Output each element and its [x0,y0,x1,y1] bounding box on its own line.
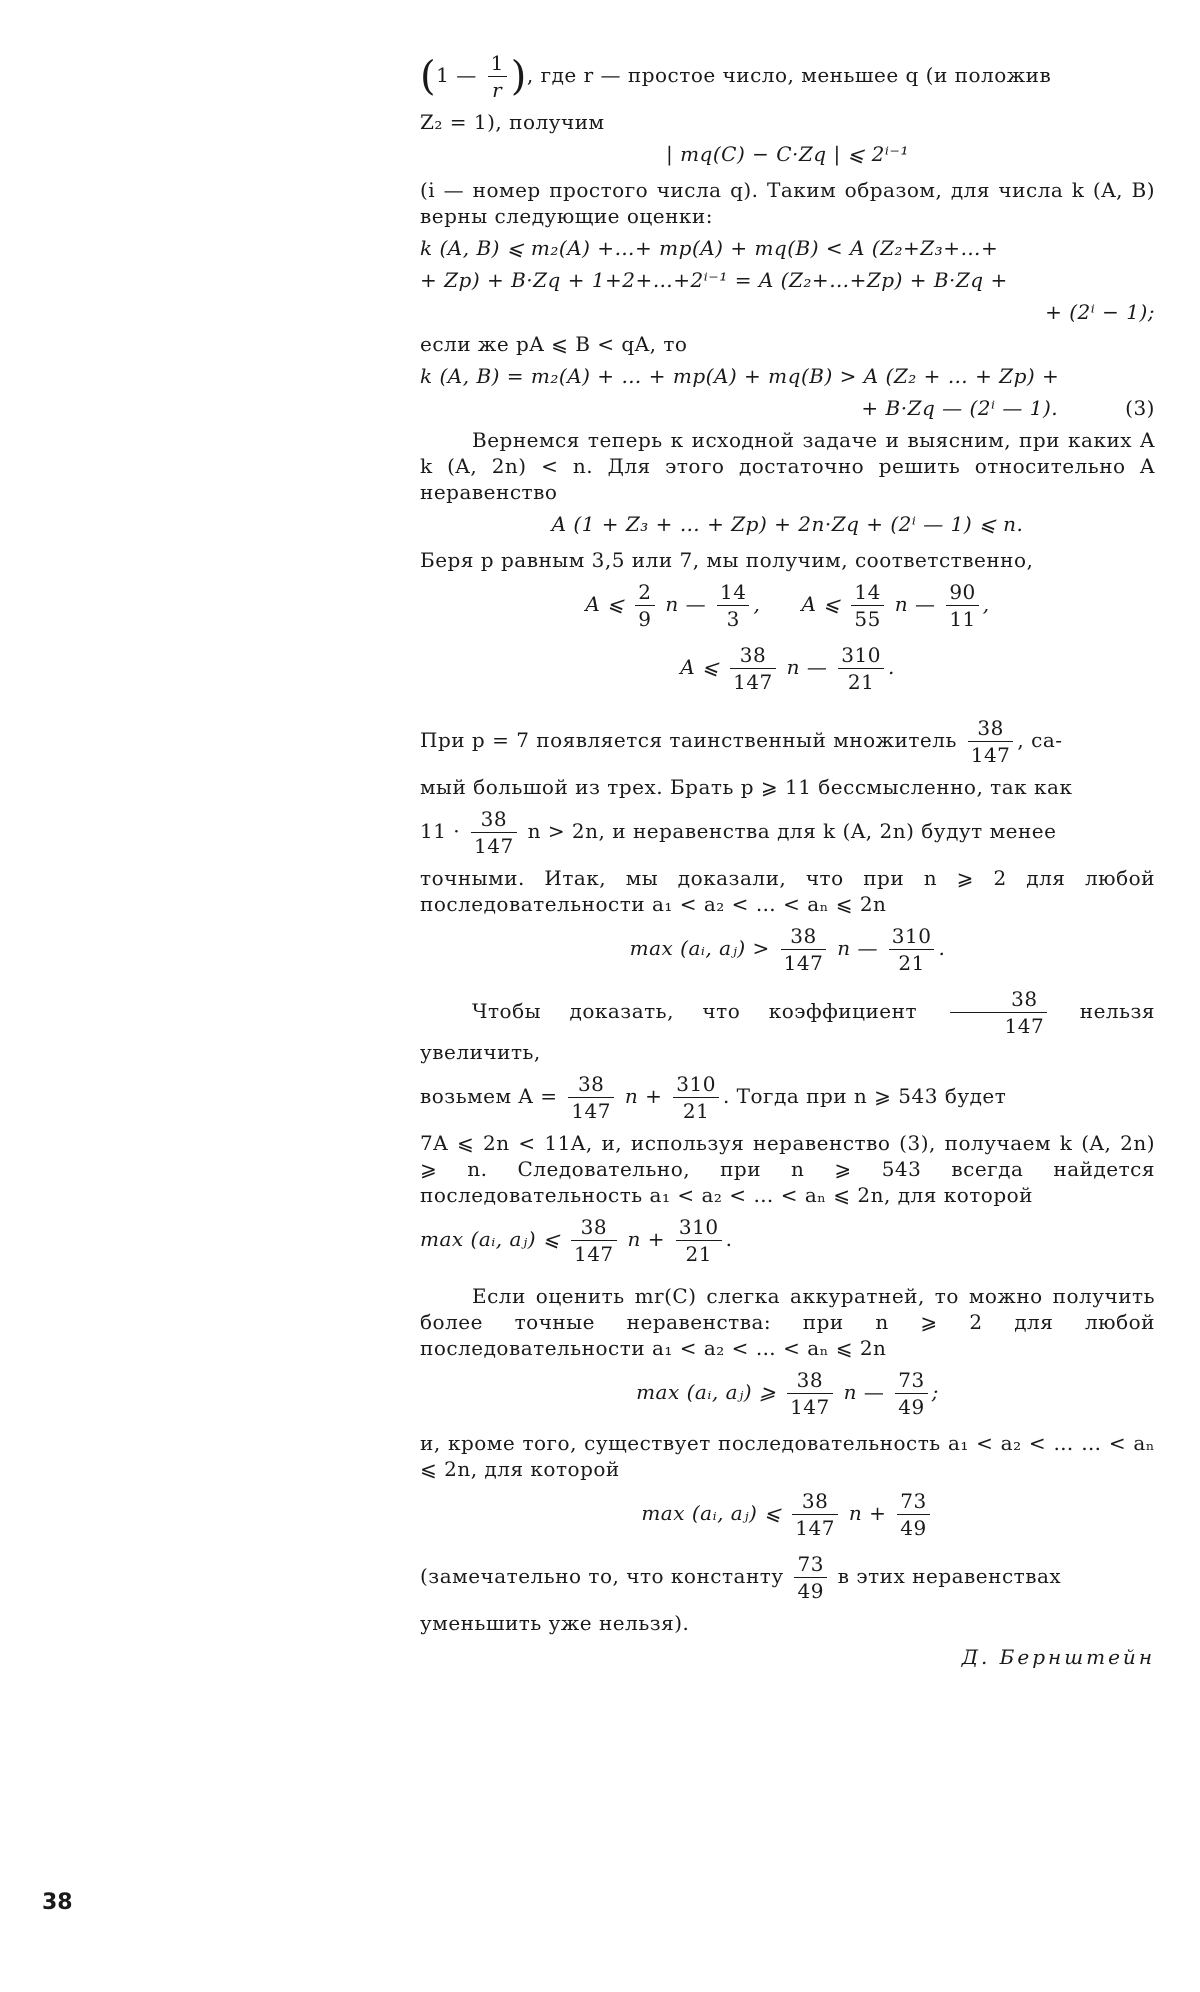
formula-k-line1: k (A, B) ⩽ m₂(A) +…+ mp(A) + mq(B) < A (Z₂+Z₃+…+ [420,236,999,260]
paren-close: ) [510,53,527,100]
paragraph-return: Вернемся теперь к исходной задаче и выясним, при каких A k (A, 2n) < n. Для этого достаточно решить относительно A неравенство [420,428,1155,504]
text-line-constant: (замечательно то, что константу $\frac{73}{49}$ в этих неравенствах [420,1552,1062,1603]
author-signature: Д. Бернштейн [961,1645,1155,1669]
formula-max-le-2: max (aᵢ, aⱼ) ⩽ $\frac{38}{147}$ n + $\frac{73}{49}$ [420,1488,1155,1541]
formula-max-ge: max (aᵢ, aⱼ) ⩾ $\frac{38}{147}$ n — $\frac{73}{49}$ ; [636,1368,939,1419]
formula-max-gt: max (aᵢ, aⱼ) > $\frac{38}{147}$ n — $\frac{310}{21}$ . [629,924,946,975]
formula-k-eq-line1: k (A, B) = m₂(A) + … + mp(A) + mq(B) > A (Z₂ + … + Zp) + [420,364,1060,388]
formula-mq: | mq(C) − C·Zq | ⩽ 2ⁱ⁻¹ [666,142,909,166]
formula-k-line2: + Zp) + B·Zq + 1+2+…+2ⁱ⁻¹ = A (Z₂+…+Zp) + B·Zq + [420,268,1008,292]
formula-inequality: A (1 + Z₃ + … + Zp) + 2n·Zq + (2ⁱ — 1) ⩽ n. [551,512,1024,536]
text-line-take-A: возьмем A = $\frac{38}{147}$ n + $\frac{310}{21}$ . Тогда при n ⩾ 543 будет [420,1072,1007,1123]
text-line: (i — номер простого числа q). Таким образом, для числа k (A, B) верны следующие оценки: [420,178,1155,228]
text-line-coefficient: Чтобы доказать, что коэффициент $\frac{38}{147}$ нельзя увеличить, [420,987,1156,1064]
article-column [420,50,1155,1690]
text-line: уменьшить уже нельзя). [420,1611,690,1635]
text-line-proved: точными. Итак, мы доказали, что при n ⩾ 2 для любой последовательности a₁ < a₂ < … < aₙ ⩽ 2n [420,866,1155,916]
formula-A-bounds-2: A ⩽ $\frac{38}{147}$ n — $\frac{310}{21}$ . [680,643,895,694]
formula-k-eq-line2: + B·Zq — (2ⁱ — 1). (3) [861,396,1155,420]
text-line: если же pA ⩽ B < qA, то [420,332,688,356]
paragraph-7A: 7A ⩽ 2n < 11A, и, используя неравенство (3), получаем k (A, 2n) ⩾ n. Следовательно, при n ⩾ 543 всегда найдется последовательность a₁ < a₂ < … < aₙ ⩽ 2n, для которой [420,1131,1155,1207]
text-line: Беря p равным 3,5 или 7, мы получим, соответственно, [420,548,1034,572]
formula-k-line3: + (2ⁱ − 1); [1045,300,1155,324]
text-line-eleven: 11 · $\frac{38}{147}$ n > 2n, и неравенства для k (A, 2n) будут менее [420,807,1057,858]
paren-open: ( [420,53,437,100]
text-line: мый большой из трех. Брать p ⩾ 11 бессмысленно, так как [420,775,1073,799]
text-line-multiplier: При p = 7 появляется таинственный множитель $\frac{38}{147}$ , са- [420,716,1063,767]
text-line: Z₂ = 1), получим [420,110,605,134]
paragraph-refined: Если оценить mr(C) слегка аккуратней, то можно получить более точные неравенства: при n ⩾ 2 для любой последовательности a₁ < a₂ < … < aₙ ⩽ 2n [420,1284,1155,1360]
formula-A-bounds-1: A ⩽ $\frac{2}{9}$ n — $\frac{14}{3}$ , A ⩽ $\frac{14}{55}$ n — $\frac{90}{11}$ , [585,580,990,631]
page-number: 38 [42,1890,73,1915]
fraction-1-over-r: $\frac{1}{r}$ [488,50,507,103]
formula-max-le-1: max (aᵢ, aⱼ) ⩽ $\frac{38}{147}$ n + $\frac{310}{21}$ . [420,1215,733,1266]
paragraph-1: (1 — $\frac{1}{r}$ ), где r — простое число, меньшее q (и положив [420,51,1052,102]
paragraph-exists: и, кроме того, существует последовательность a₁ < a₂ < … … < aₙ ⩽ 2n, для которой [420,1431,1155,1481]
text: , где r — простое число, меньшее q (и положив [526,63,1052,87]
equation-number: (3) [1125,396,1155,420]
